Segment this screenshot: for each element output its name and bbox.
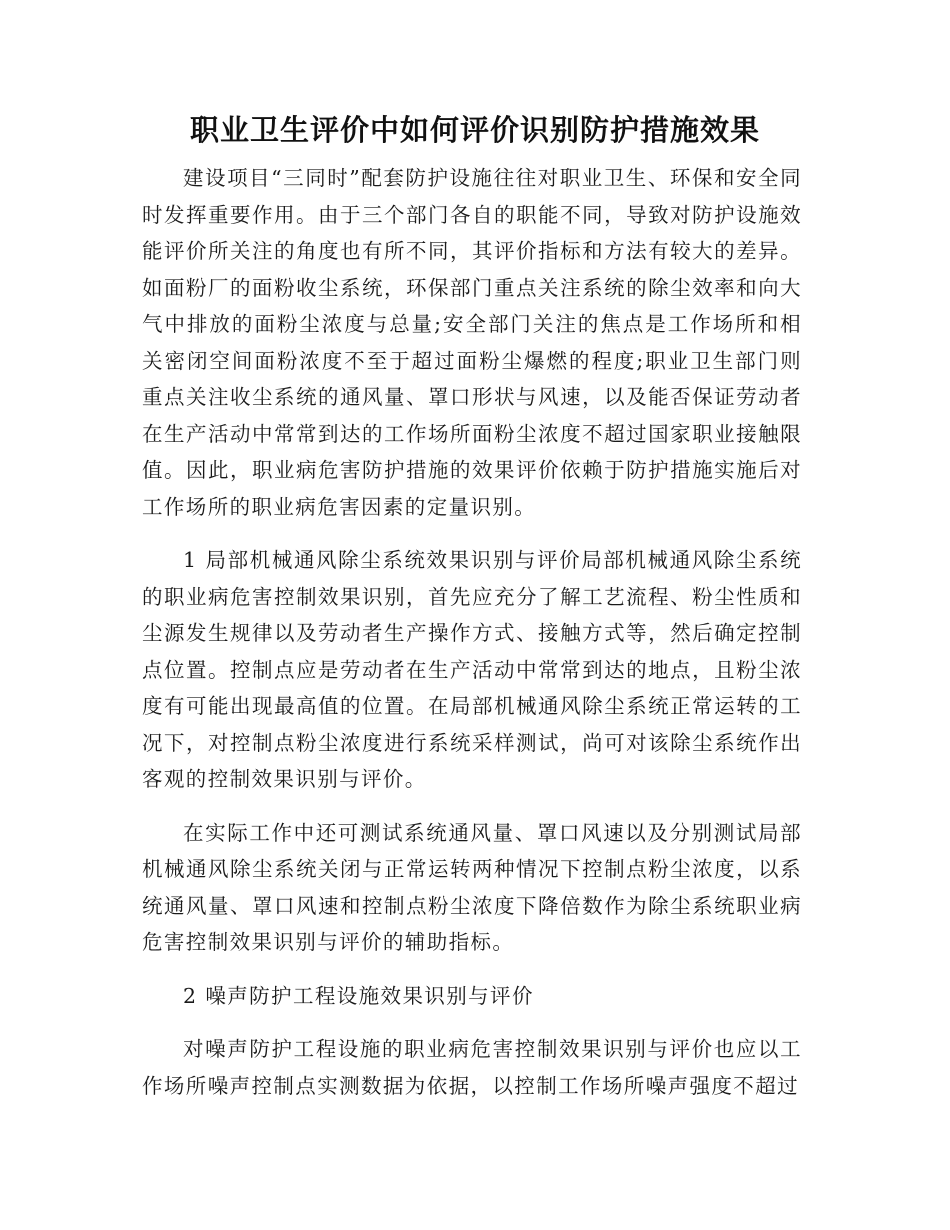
paragraph-section-2: 对噪声防护工程设施的职业病危害控制效果识别与评价也应以工作场所噪声控制点实测数据为依据，以控制工作场所噪声强度不超过 — [142, 1037, 802, 1098]
document-title: 职业卫生评价中如何评价识别防护措施效果 — [189, 113, 760, 147]
section-2-heading: 2 噪声防护工程设施效果识别与评价 — [183, 983, 534, 1008]
paragraph-intro: 建设项目“三同时”配套防护设施往往对职业卫生、环保和安全同时发挥重要作用。由于三个部门各自的职能不同，导致对防护设施效能评价所关注的角度也有所不同，其评价指标和方法有较大的差异。如面粉厂的面粉收尘系统，环保部门重点关注系统的除尘效率和向大气中排放的面粉尘浓度与总量;安全部门关注的焦点是工作场所和相关密闭空间面粉浓度不至于超过面粉尘爆燃的程度;职业卫生部门则重点关注收尘系统的通风量、罩口形状与风速，以及能否保证劳动者在生产活动中常常到达的工作场所面粉尘浓度不超过国家职业接触限值。因此，职业病危害防护措施的效果评价依赖于防护措施实施后对工作场所的职业病危害因素的定量识别。 — [142, 166, 802, 519]
paragraph-section-1: 1 局部机械通风除尘系统效果识别与评价局部机械通风除尘系统的职业病危害控制效果识别，首先应充分了解工艺流程、粉尘性质和尘源发生规律以及劳动者生产操作方式、接触方式等，然后确定控制点位置。控制点应是劳动者在生产活动中常常到达的地点，且粉尘浓度有可能出现最高值的位置。在局部机械通风除尘系统正常运转的工况下，对控制点粉尘浓度进行系统采样测试，尚可对该除尘系统作出客观的控制效果识别与评价。 — [142, 548, 802, 791]
document-body — [142, 160, 802, 1104]
paragraph-section-1-supplement: 在实际工作中还可测试系统通风量、罩口风速以及分别测试局部机械通风除尘系统关闭与正常运转两种情况下控制点粉尘浓度，以系统通风量、罩口风速和控制点粉尘浓度下降倍数作为除尘系统职业病危害控制效果识别与评价的辅助指标。 — [142, 820, 802, 954]
